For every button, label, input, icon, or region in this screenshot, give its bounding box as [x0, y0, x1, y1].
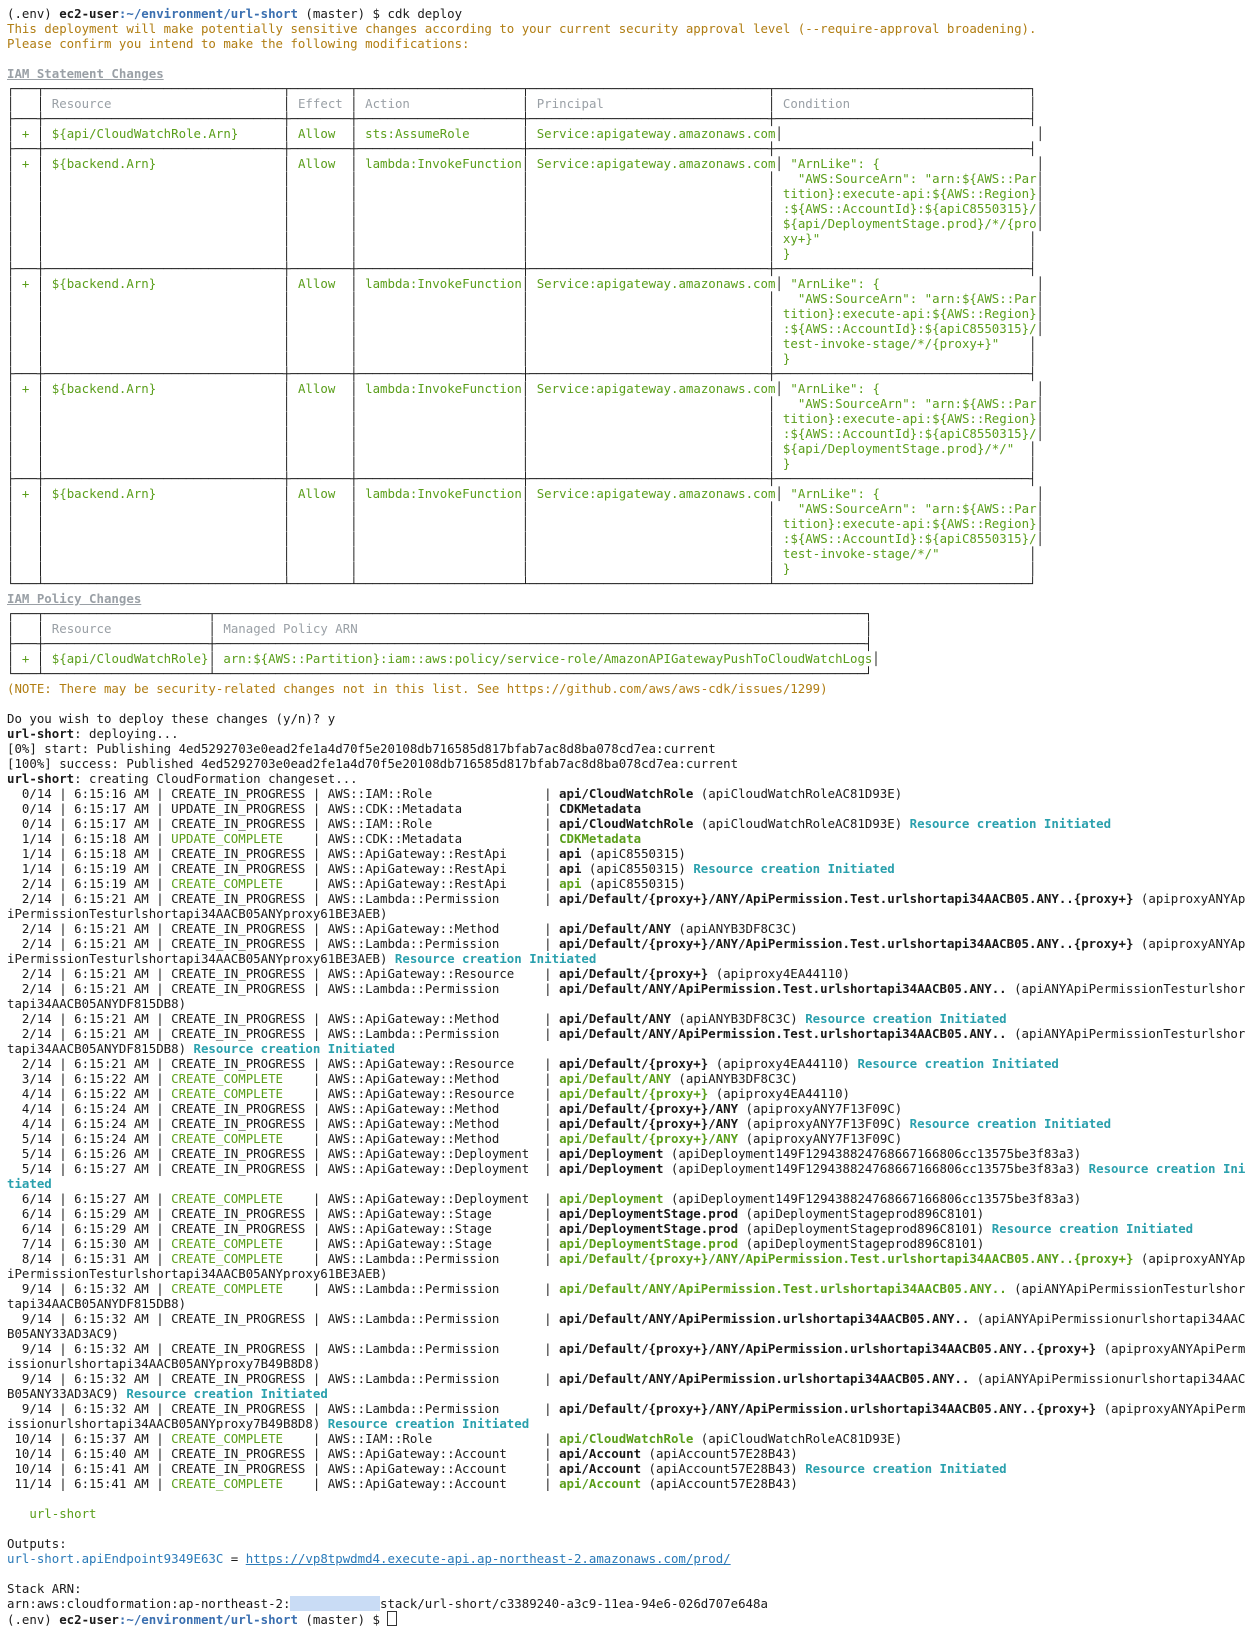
output-line: [7, 1551, 1184, 1566]
output-eq: =: [223, 1551, 246, 1566]
table-border: └───┴────────────────────────────────┴────────┴──────────────────────┴────────────────────────────────┴──────────────────────────────────┘: [7, 576, 1037, 591]
table-row: │ + │ ${api/CloudWatchRole.Arn} │ Allow │ sts:AssumeRole │ Service:apigateway.amazonaws.com│ │: [7, 126, 1045, 141]
security-note: (NOTE: There may be security-related changes not in this list. See https://github.com/aws/aws-cdk/issues/1299): [7, 681, 828, 696]
iam-statement-table: [7, 81, 1184, 591]
table-row: │ │ │ │ │ │ "AWS:SourceArn": "arn:${AWS::Par│: [7, 501, 1045, 516]
event-row: 2/14 | 6:15:21 AM | CREATE_IN_PROGRESS | AWS::ApiGateway::Resource | api/Default/{proxy+} (apiproxy4EA44110) Resource creation Initiated: [7, 1056, 1059, 1071]
stack-done: url-short: [7, 1506, 97, 1521]
table-row: │ │ │ │ │ │ "AWS:SourceArn": "arn:${AWS::Par│: [7, 291, 1045, 306]
output-url-link[interactable]: https://vp8tpwdmd4.execute-api.ap-northeast-2.amazonaws.com/prod/: [245, 1551, 731, 1566]
table-row: │ │ │ │ │ │ :${AWS::AccountId}:${apiC8550315}/│: [7, 531, 1045, 546]
event-row: 5/14 | 6:15:27 AM | CREATE_IN_PROGRESS | AWS::ApiGateway::Deployment | api/Deployment (apiDeployment149F129438824768667166806cc13575be3f83a3) Resource creation Ini: [7, 1161, 1245, 1176]
event-row: B05ANY33AD3AC9): [7, 1326, 119, 1341]
event-row: 1/14 | 6:15:19 AM | CREATE_IN_PROGRESS | AWS::ApiGateway::RestApi | api (apiC8550315) Resource creation Initiated: [7, 861, 895, 876]
table-row: │ │ │ │ │ │ tition}:execute-api:${AWS::Region}│: [7, 186, 1045, 201]
final-prompt-line[interactable]: [7, 1611, 1184, 1626]
table-row: │ │ │ │ │ │ tition}:execute-api:${AWS::Region}│: [7, 411, 1045, 426]
table-row: │ + │ ${backend.Arn} │ Allow │ lambda:InvokeFunction│ Service:apigateway.amazonaws.com│ "ArnLike": { │: [7, 156, 1045, 171]
event-row: 0/14 | 6:15:17 AM | CREATE_IN_PROGRESS | AWS::IAM::Role | api/CloudWatchRole (apiCloudWatchRoleAC81D93E) Resource creation Initiated: [7, 816, 1112, 831]
deploying-text: : deploying...: [74, 726, 179, 741]
event-row: 0/14 | 6:15:16 AM | CREATE_IN_PROGRESS | AWS::IAM::Role | api/CloudWatchRole (apiCloudWatchRoleAC81D93E): [7, 786, 903, 801]
event-row: 4/14 | 6:15:24 AM | CREATE_IN_PROGRESS | AWS::ApiGateway::Method | api/Default/{proxy+}/ANY (apiproxyANY7F13F09C): [7, 1101, 903, 1116]
event-row: 2/14 | 6:15:21 AM | CREATE_IN_PROGRESS | AWS::Lambda::Permission | api/Default/ANY/ApiPermission.Test.urlshortapi34AACB05.ANY.. (apiANYApiPermissionTesturlshor: [7, 1026, 1245, 1041]
prompt-path: :~/environment/url-short: [118, 6, 298, 21]
event-row: 5/14 | 6:15:26 AM | CREATE_IN_PROGRESS | AWS::ApiGateway::Deployment | api/Deployment (apiDeployment149F129438824768667166806cc13575be3f83a3): [7, 1146, 1082, 1161]
event-row: tapi34AACB05ANYDF815DB8): [7, 996, 187, 1011]
publish-done-line: [100%] success: Published 4ed5292703e0ead2fe1a4d70f5e20108db716585d817bfab7ac8d8ba078cd7ea:current: [7, 756, 739, 771]
table-row: │ │ │ │ │ │ :${AWS::AccountId}:${apiC8550315}/│: [7, 201, 1045, 216]
table-row: │ │ │ │ │ │ tition}:execute-api:${AWS::Region}│: [7, 516, 1045, 531]
event-row: 2/14 | 6:15:21 AM | CREATE_IN_PROGRESS | AWS::ApiGateway::Method | api/Default/ANY (apiANYB3DF8C3C) Resource creation Initiated: [7, 1011, 1007, 1026]
table-border: ├───┼────────────────────────────────┼────────┼──────────────────────┼────────────────────────────────┼──────────────────────────────────┤: [7, 261, 1037, 276]
table-row: │ │ │ │ │ │ } │: [7, 561, 1037, 576]
event-row: 5/14 | 6:15:24 AM | CREATE_COMPLETE | AWS::ApiGateway::Method | api/Default/{proxy+}/ANY (apiproxyANY7F13F09C): [7, 1131, 903, 1146]
text-cursor: [387, 1611, 397, 1626]
table-row: │ │ │ │ │ │ tition}:execute-api:${AWS::Region}│: [7, 306, 1045, 321]
event-row: 6/14 | 6:15:27 AM | CREATE_COMPLETE | AWS::ApiGateway::Deployment | api/Deployment (apiDeployment149F129438824768667166806cc13575be3f83a3): [7, 1191, 1082, 1206]
event-row: 8/14 | 6:15:31 AM | CREATE_COMPLETE | AWS::Lambda::Permission | api/Default/{proxy+}/ANY/ApiPermission.Test.urlshortapi34AACB05.ANY..{proxy+} (apiproxyANYAp: [7, 1251, 1245, 1266]
stack-arn-label: Stack ARN:: [7, 1581, 82, 1596]
table-border: └───┴──────────────────────┴───────────────────────────────────────────────────────────────────────────────────────┘: [7, 666, 873, 681]
confirm-prompt: Do you wish to deploy these changes (y/n)? y: [7, 711, 336, 726]
table-row: │ │ │ │ │ │ } │: [7, 246, 1037, 261]
iam-statement-title: IAM Statement Changes: [7, 66, 164, 81]
event-row: 2/14 | 6:15:21 AM | CREATE_IN_PROGRESS | AWS::Lambda::Permission | api/Default/ANY/ApiPermission.Test.urlshortapi34AACB05.ANY.. (apiANYApiPermissionTesturlshor: [7, 981, 1245, 996]
table-header: │ │ Resource │ Effect │ Action │ Principal │ Condition │: [7, 96, 1037, 111]
event-row: 2/14 | 6:15:21 AM | CREATE_IN_PROGRESS | AWS::ApiGateway::Method | api/Default/ANY (apiANYB3DF8C3C): [7, 921, 798, 936]
table-row: │ │ │ │ │ │ "AWS:SourceArn": "arn:${AWS::Par│: [7, 396, 1045, 411]
env-label: (.env): [7, 1612, 60, 1627]
event-row: B05ANY33AD3AC9) Resource creation Initiated: [7, 1386, 328, 1401]
prompt-user: ec2-user: [59, 6, 119, 21]
event-row: 11/14 | 6:15:41 AM | CREATE_COMPLETE | AWS::ApiGateway::Account | api/Account (apiAccount57E28B43): [7, 1476, 798, 1491]
table-row: │ + │ ${backend.Arn} │ Allow │ lambda:InvokeFunction│ Service:apigateway.amazonaws.com│ "ArnLike": { │: [7, 486, 1045, 501]
table-row: │ │ │ │ │ │ :${AWS::AccountId}:${apiC8550315}/│: [7, 321, 1045, 336]
output-key: .apiEndpoint9349E63C: [74, 1551, 224, 1566]
stack-arn-line: [7, 1596, 1184, 1611]
event-row: 6/14 | 6:15:29 AM | CREATE_IN_PROGRESS | AWS::ApiGateway::Stage | api/DeploymentStage.prod (apiDeploymentStageprod896C8101): [7, 1206, 985, 1221]
stack-arn-prefix: arn:aws:cloudformation:ap-northeast-2:: [7, 1596, 291, 1611]
event-row: 2/14 | 6:15:19 AM | CREATE_COMPLETE | AWS::ApiGateway::RestApi | api (apiC8550315): [7, 876, 686, 891]
event-row: 9/14 | 6:15:32 AM | CREATE_IN_PROGRESS | AWS::Lambda::Permission | api/Default/ANY/ApiPermission.urlshortapi34AACB05.ANY.. (apiANYApiPermissionurlshortapi34AAC: [7, 1371, 1245, 1386]
spacer: [7, 51, 1184, 66]
table-row: │ + │ ${backend.Arn} │ Allow │ lambda:InvokeFunction│ Service:apigateway.amazonaws.com│ "ArnLike": { │: [7, 276, 1045, 291]
table-row: │ │ │ │ │ │ } │: [7, 456, 1037, 471]
table-border: ├───┼────────────────────────────────┼────────┼──────────────────────┼────────────────────────────────┼──────────────────────────────────┤: [7, 141, 1037, 156]
event-row: issionurlshortapi34AACB05ANYproxy7B49B8D8) Resource creation Initiated: [7, 1416, 530, 1431]
event-row: 4/14 | 6:15:22 AM | CREATE_COMPLETE | AWS::ApiGateway::Resource | api/Default/{proxy+} (apiproxy4EA44110): [7, 1086, 851, 1101]
spacer: [7, 696, 1184, 711]
event-row: 0/14 | 6:15:17 AM | UPDATE_IN_PROGRESS | AWS::CDK::Metadata | CDKMetadata: [7, 801, 642, 816]
table-border: ┌───┬──────────────────────┬───────────────────────────────────────────────────────────────────────────────────────┐: [7, 606, 873, 621]
prompt-branch: (master) $: [297, 6, 388, 21]
output-stack: url-short: [7, 1551, 75, 1566]
event-row: 3/14 | 6:15:22 AM | CREATE_COMPLETE | AWS::ApiGateway::Method | api/Default/ANY (apiANYB3DF8C3C): [7, 1071, 798, 1086]
prompt-line: [7, 6, 1184, 21]
iam-policy-title: IAM Policy Changes: [7, 591, 142, 606]
event-row: 6/14 | 6:15:29 AM | CREATE_IN_PROGRESS | AWS::ApiGateway::Stage | api/DeploymentStage.prod (apiDeploymentStageprod896C8101) Resource creation Initiated: [7, 1221, 1194, 1236]
prompt-command: cdk deploy: [387, 6, 463, 21]
event-row: 1/14 | 6:15:18 AM | CREATE_IN_PROGRESS | AWS::ApiGateway::RestApi | api (apiC8550315): [7, 846, 686, 861]
event-row: 7/14 | 6:15:30 AM | CREATE_COMPLETE | AWS::ApiGateway::Stage | api/DeploymentStage.prod (apiDeploymentStageprod896C8101): [7, 1236, 985, 1251]
table-border: ├───┼──────────────────────┼───────────────────────────────────────────────────────────────────────────────────────┤: [7, 636, 873, 651]
table-header: │ │ Resource │ Managed Policy ARN │: [7, 621, 873, 636]
event-row: 4/14 | 6:15:24 AM | CREATE_IN_PROGRESS | AWS::ApiGateway::Method | api/Default/{proxy+}/ANY (apiproxyANY7F13F09C) Resource creation Initiated: [7, 1116, 1112, 1131]
event-row: 10/14 | 6:15:40 AM | CREATE_IN_PROGRESS | AWS::ApiGateway::Account | api/Account (apiAccount57E28B43): [7, 1446, 798, 1461]
warning-line-1: This deployment will make potentially sensitive changes according to your current security approval level (--require-approval broadening).: [7, 21, 1037, 36]
table-row: │ │ │ │ │ │ test-invoke-stage/*/{proxy+}" │: [7, 336, 1037, 351]
spacer: [7, 1521, 1184, 1536]
publish-start-line: [0%] start: Publishing 4ed5292703e0ead2fe1a4d70f5e20108db716585d817bfab7ac8d8ba078cd7ea:current: [7, 741, 716, 756]
iam-policy-table: [7, 606, 1184, 681]
event-row: tapi34AACB05ANYDF815DB8) Resource creation Initiated: [7, 1041, 395, 1056]
spacer: [7, 1566, 1184, 1581]
table-row: │ │ │ │ │ │ ${api/DeploymentStage.prod}/*/" │: [7, 441, 1037, 456]
table-row: │ + │ ${api/CloudWatchRole}│ arn:${AWS::Partition}:iam::aws:policy/service-role/AmazonAPIGatewayPushToCloudWatchLogs│: [7, 651, 880, 666]
spacer: [7, 1491, 1184, 1506]
table-row: │ │ │ │ │ │ xy+}" │: [7, 231, 1037, 246]
table-row: │ │ │ │ │ │ :${AWS::AccountId}:${apiC8550315}/│: [7, 426, 1045, 441]
event-row: 9/14 | 6:15:32 AM | CREATE_IN_PROGRESS | AWS::Lambda::Permission | api/Default/{proxy+}/ANY/ApiPermission.urlshortapi34AACB05.ANY..{proxy+} (apiproxyANYApiPerm: [7, 1401, 1245, 1416]
table-border: ├───┼────────────────────────────────┼────────┼──────────────────────┼────────────────────────────────┼──────────────────────────────────┤: [7, 366, 1037, 381]
event-log: [7, 786, 1245, 1491]
prompt-user: ec2-user: [59, 1612, 119, 1627]
table-border: ├───┼────────────────────────────────┼────────┼──────────────────────┼────────────────────────────────┼──────────────────────────────────┤: [7, 111, 1037, 126]
changeset-text: : creating CloudFormation changeset...: [74, 771, 358, 786]
table-border: ├───┼────────────────────────────────┼────────┼──────────────────────┼────────────────────────────────┼──────────────────────────────────┤: [7, 471, 1037, 486]
event-row: 10/14 | 6:15:41 AM | CREATE_IN_PROGRESS | AWS::ApiGateway::Account | api/Account (apiAccount57E28B43) Resource creation Initiated: [7, 1461, 1007, 1476]
event-row: 2/14 | 6:15:21 AM | CREATE_IN_PROGRESS | AWS::ApiGateway::Resource | api/Default/{proxy+} (apiproxy4EA44110): [7, 966, 850, 981]
deploying-line: [7, 726, 1184, 741]
event-row: 2/14 | 6:15:21 AM | CREATE_IN_PROGRESS | AWS::Lambda::Permission | api/Default/{proxy+}/ANY/ApiPermission.Test.urlshortapi34AACB05.ANY..{proxy+} (apiproxyANYAp: [7, 891, 1245, 906]
event-row: 1/14 | 6:15:18 AM | UPDATE_COMPLETE | AWS::CDK::Metadata | CDKMetadata: [7, 831, 642, 846]
event-row: iPermissionTesturlshortapi34AACB05ANYproxy61BE3AEB): [7, 906, 388, 921]
stack-name: url-short: [7, 771, 75, 786]
table-border: ┌───┬────────────────────────────────┬────────┬──────────────────────┬────────────────────────────────┬──────────────────────────────────┐: [7, 81, 1037, 96]
table-row: │ │ │ │ │ │ "AWS:SourceArn": "arn:${AWS::Par│: [7, 171, 1045, 186]
changeset-line: [7, 771, 1184, 786]
prompt-path: :~/environment/url-short: [118, 1612, 298, 1627]
prompt-branch: (master) $: [297, 1612, 388, 1627]
event-row: iPermissionTesturlshortapi34AACB05ANYproxy61BE3AEB) Resource creation Initiated: [7, 951, 597, 966]
event-row: 10/14 | 6:15:37 AM | CREATE_COMPLETE | AWS::IAM::Role | api/CloudWatchRole (apiCloudWatchRoleAC81D93E): [7, 1431, 903, 1446]
event-row: iPermissionTesturlshortapi34AACB05ANYproxy61BE3AEB): [7, 1266, 388, 1281]
event-row: tapi34AACB05ANYDF815DB8): [7, 1296, 187, 1311]
event-row: 9/14 | 6:15:32 AM | CREATE_IN_PROGRESS | AWS::Lambda::Permission | api/Default/ANY/ApiPermission.urlshortapi34AACB05.ANY.. (apiANYApiPermissionurlshortapi34AAC: [7, 1311, 1245, 1326]
table-row: │ │ │ │ │ │ ${api/DeploymentStage.prod}/*/{pro│: [7, 216, 1045, 231]
event-row: 9/14 | 6:15:32 AM | CREATE_COMPLETE | AWS::Lambda::Permission | api/Default/ANY/ApiPermission.Test.urlshortapi34AACB05.ANY.. (apiANYApiPermissionTesturlshor: [7, 1281, 1245, 1296]
stack-name: url-short: [7, 726, 75, 741]
outputs-label: Outputs:: [7, 1536, 67, 1551]
env-label: (.env): [7, 6, 60, 21]
event-row: tiated: [7, 1176, 52, 1191]
table-row: │ + │ ${backend.Arn} │ Allow │ lambda:InvokeFunction│ Service:apigateway.amazonaws.com│ "ArnLike": { │: [7, 381, 1045, 396]
table-row: │ │ │ │ │ │ } │: [7, 351, 1037, 366]
event-row: 2/14 | 6:15:21 AM | CREATE_IN_PROGRESS | AWS::Lambda::Permission | api/Default/{proxy+}/ANY/ApiPermission.Test.urlshortapi34AACB05.ANY..{proxy+} (apiproxyANYAp: [7, 936, 1245, 951]
stack-arn-suffix: stack/url-short/c3389240-a3c9-11ea-94e6-026d707e648a: [380, 1596, 768, 1611]
warning-line-2: Please confirm you intend to make the following modifications:: [7, 36, 470, 51]
redacted-account-id: [290, 1596, 380, 1611]
table-row: │ │ │ │ │ │ test-invoke-stage/*/" │: [7, 546, 1037, 561]
event-row: issionurlshortapi34AACB05ANYproxy7B49B8D8): [7, 1356, 321, 1371]
event-row: 9/14 | 6:15:32 AM | CREATE_IN_PROGRESS | AWS::Lambda::Permission | api/Default/{proxy+}/ANY/ApiPermission.urlshortapi34AACB05.ANY..{proxy+} (apiproxyANYApiPerm: [7, 1341, 1245, 1356]
